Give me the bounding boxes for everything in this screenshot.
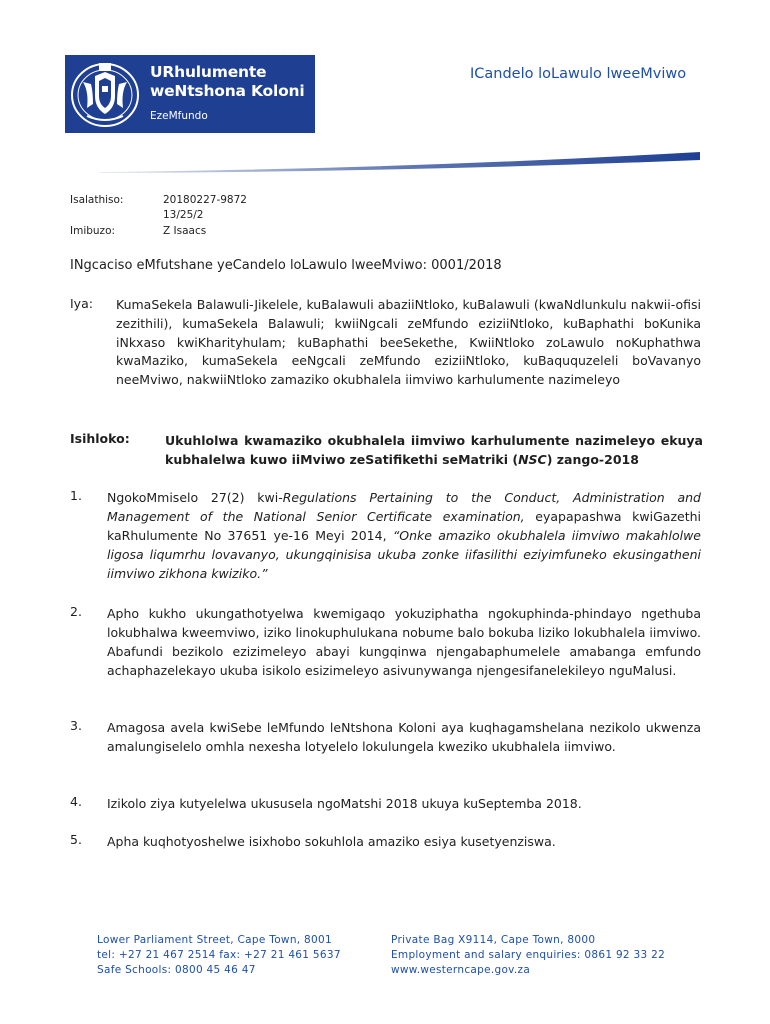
item-text: Apha kuqhotyoshelwe isixhobo sokuhlola amaziko esiya kusetyenziswa. bbox=[107, 834, 556, 849]
subject-text-part: ) zango-2018 bbox=[546, 452, 639, 467]
footer-enquiries: Employment and salary enquiries: 0861 92 33 22 bbox=[391, 949, 666, 961]
footer-street-address: Lower Parliament Street, Cape Town, 8001 bbox=[97, 934, 332, 946]
enquiries-contact: Z Isaacs bbox=[163, 225, 207, 237]
logo-department: EzeMfundo bbox=[150, 110, 208, 122]
item-text: Izikolo ziya kutyelelwa ukususela ngoMatshi 2018 ukuya kuSeptemba 2018. bbox=[107, 796, 582, 811]
coat-of-arms-icon bbox=[69, 58, 141, 130]
enquiries-label: Imibuzo: bbox=[70, 225, 116, 237]
item-number: 3. bbox=[70, 718, 82, 733]
document-title: INgcaciso eMfutshane yeCandelo loLawulo lweeMviwo: 0001/2018 bbox=[70, 258, 502, 273]
logo-name-line2: weNtshona Koloni bbox=[150, 82, 305, 100]
footer-website-link[interactable]: www.westerncape.gov.za bbox=[391, 964, 531, 976]
footer-safe-schools: Safe Schools: 0800 45 46 47 bbox=[97, 964, 256, 976]
reference-file-number: 13/25/2 bbox=[163, 209, 204, 221]
footer-address-block bbox=[97, 933, 341, 978]
item-number: 4. bbox=[70, 794, 82, 809]
item-text-quote: “Onke amaziko okubhalela iimviwo makahlolwe ligosa liqumrhu lovavanyo, ukungqinisisa ukuba zonke iifasilithi eziyimfuneko ekusingatheni iimviwo zikhona kwiziko.” bbox=[107, 528, 701, 581]
item-text-part: NgokoMmiselo 27(2) kwi- bbox=[107, 490, 283, 505]
logo-name-line1: URhulumente bbox=[150, 63, 267, 81]
item-text-part: eyapapashwa kwiGazethi kaRhulumente No 37651 ye-16 Meyi 2014, bbox=[107, 509, 701, 543]
item-text bbox=[107, 488, 701, 583]
item-number: 5. bbox=[70, 832, 82, 847]
reference-label: Isalathiso: bbox=[70, 194, 124, 206]
subject-text bbox=[165, 431, 703, 469]
item-text: Apho kukho ukungathotyelwa kwemigaqo yokuziphatha ngokuphinda-phindayo ngethuba lokubhalwa kweemviwo, iziko linokuphulukana nobume balo bokuba liziko lokubhalela iimviwo. Abafundi bezikolo ezizimeleyo abayi kungqinwa njengabaphumelele amabanga emfundo achaphazelekayo ukuba isikolo esizimeleyo asivunywanga njengesifanelekileyo nguMalusi. bbox=[107, 606, 701, 678]
header-title: ICandelo loLawulo lweeMviwo bbox=[470, 66, 687, 82]
government-logo bbox=[65, 55, 315, 133]
footer-phone-fax: tel: +27 21 467 2514 fax: +27 21 461 5637 bbox=[97, 949, 341, 961]
footer-contact-block bbox=[391, 933, 665, 978]
footer-postal-address: Private Bag X9114, Cape Town, 8000 bbox=[391, 934, 596, 946]
header-swoosh-divider bbox=[100, 150, 700, 174]
reference-number: 20180227-9872 bbox=[163, 194, 247, 206]
recipients-label: Iya: bbox=[70, 296, 93, 311]
item-number: 1. bbox=[70, 488, 82, 503]
subject-text-part: Ukuhlolwa kwamaziko okubhalela iimviwo karhulumente nazimeleyo ekuya kubhalelwa kuwo iiMviwo zeSatifikethi seMatriki ( bbox=[165, 433, 703, 467]
item-number: 2. bbox=[70, 604, 82, 619]
subject-label: Isihloko: bbox=[70, 431, 130, 446]
item-text-regulation-title: Regulations Pertaining to the Conduct, Administration and Management of the National Senior Certificate examination, bbox=[107, 490, 701, 524]
subject-text-abbrev: NSC bbox=[518, 452, 547, 467]
recipients-text: KumaSekela Balawuli-Jikelele, kuBalawuli abaziiNtloko, kuBalawuli (kwaNdlunkulu nakwii-ofisi zezithili), kumaSekela Balawuli; kwiiNgcali zeMfundo eziziiNtloko, kuBaphathi boKunika iNkxaso kwiKharityhulam; kuBaphathi beeSekethe, KwiiNtloko zoLawulo noKuphathwa kwaMaziko, kumaSekela eeNgcali zeMfundo eziziiNtloko, kuBaququzeleli boVavanyo neeMviwo, nakwiiNtloko zamaziko okubhalela iimviwo karhulumente nazimeleyo bbox=[116, 297, 701, 388]
item-text: Amagosa avela kwiSebe leMfundo leNtshona Koloni aya kuqhagamshelana nezikolo ukwenza amalungiselelo omhla nexesha lotyelelo lokulungela kweziko ukubhalela iimviwo. bbox=[107, 720, 701, 754]
